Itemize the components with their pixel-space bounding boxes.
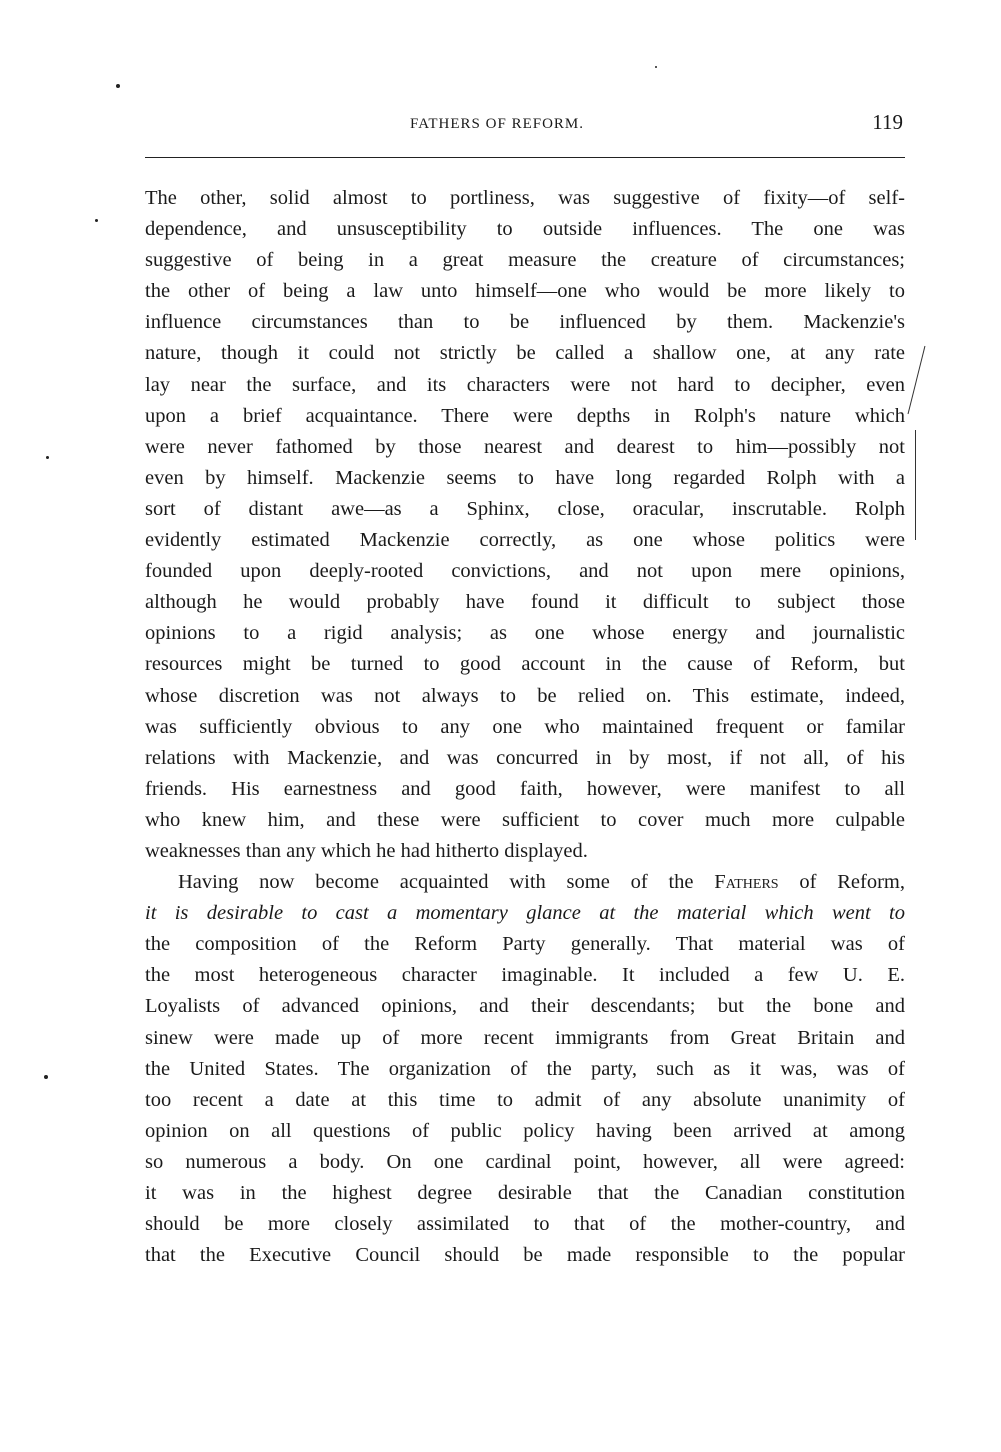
- scan-speck: [116, 84, 120, 88]
- scan-speck: [95, 219, 98, 222]
- text-line: relations with Mackenzie, and was concurred in by most, if not all, of his: [145, 746, 905, 769]
- text-line: dependence, and unsusceptibility to outside influences. The one was: [145, 218, 905, 241]
- text-line: so numerous a body. On one cardinal point, however, all were agreed:: [145, 1150, 905, 1173]
- scan-speck: [44, 1075, 48, 1079]
- text-line: [145, 867, 905, 898]
- running-head: [145, 110, 905, 140]
- text-line: weaknesses than any which he had hitherto displayed.: [145, 839, 588, 862]
- italic-text-line: it is desirable to cast a momentary glance at the material which went to: [145, 902, 905, 925]
- text-line: opinions to a rigid analysis; as one whose energy and journalistic: [145, 622, 905, 645]
- line-text: of Reform,: [778, 871, 905, 894]
- text-line: Loyalists of advanced opinions, and their descendants; but the bone and: [145, 995, 905, 1018]
- scan-speck: [46, 456, 49, 459]
- text-line: too recent a date at this time to admit of any absolute unanimity of: [145, 1088, 905, 1111]
- text-line: lay near the surface, and its characters were not hard to decipher, even: [145, 373, 905, 396]
- text-line: were never fathomed by those nearest and dearest to him—possibly not: [145, 435, 905, 458]
- text-line: The other, solid almost to portliness, was suggestive of fixity—of self-: [145, 187, 905, 209]
- running-title: FATHERS OF REFORM.: [410, 116, 585, 132]
- text-line: opinion on all questions of public policy having been arrived at among: [145, 1119, 905, 1142]
- text-line: the composition of the Reform Party generally. That material was of: [145, 933, 905, 956]
- line-text: Having now become acquainted with some of the: [178, 871, 715, 894]
- margin-pencil-mark: [915, 430, 916, 540]
- text-line: whose discretion was not always to be relied on. This estimate, indeed,: [145, 684, 905, 707]
- paragraph-2: [145, 867, 905, 1271]
- text-line: the other of being a law unto himself—one who would be more likely to: [145, 280, 905, 303]
- paragraph-1: [145, 183, 905, 867]
- text-line: the most heterogeneous character imaginable. It included a few U. E.: [145, 964, 905, 987]
- scan-speck: [655, 66, 657, 68]
- page-number: 119: [872, 110, 903, 134]
- text-line: founded upon deeply-rooted convictions, and not upon mere opinions,: [145, 560, 905, 583]
- text-line: suggestive of being in a great measure the creature of circumstances;: [145, 249, 905, 272]
- margin-pencil-mark: [908, 346, 926, 414]
- text-line: that the Executive Council should be made responsible to the popular: [145, 1244, 905, 1267]
- text-line: sort of distant awe—as a Sphinx, close, oracular, inscrutable. Rolph: [145, 497, 905, 520]
- header-rule: [145, 157, 905, 158]
- text-line: upon a brief acquaintance. There were depths in Rolph's nature which: [145, 404, 905, 427]
- text-line: nature, though it could not strictly be called a shallow one, at any rate: [145, 342, 905, 365]
- text-line: the United States. The organization of the party, such as it was, was of: [145, 1057, 905, 1080]
- text-line: resources might be turned to good account in the cause of Reform, but: [145, 653, 905, 676]
- text-line: should be more closely assimilated to that of the mother-country, and: [145, 1213, 905, 1236]
- text-line: who knew him, and these were sufficient to cover much more culpable: [145, 808, 905, 831]
- text-line: even by himself. Mackenzie seems to have long regarded Rolph with a: [145, 466, 905, 489]
- body-text: [145, 183, 905, 1271]
- text-line: influence circumstances than to be influenced by them. Mackenzie's: [145, 311, 905, 334]
- text-line: friends. His earnestness and good faith, however, were manifest to all: [145, 777, 905, 800]
- text-line: although he would probably have found it difficult to subject those: [145, 591, 905, 614]
- text-line: it was in the highest degree desirable that the Canadian constitution: [145, 1182, 905, 1204]
- text-line: sinew were made up of more recent immigrants from Great Britain and: [145, 1026, 905, 1049]
- small-caps-word: Fathers: [714, 871, 779, 894]
- text-line: was sufficiently obvious to any one who maintained frequent or familar: [145, 715, 905, 738]
- text-line: evidently estimated Mackenzie correctly, as one whose politics were: [145, 529, 905, 552]
